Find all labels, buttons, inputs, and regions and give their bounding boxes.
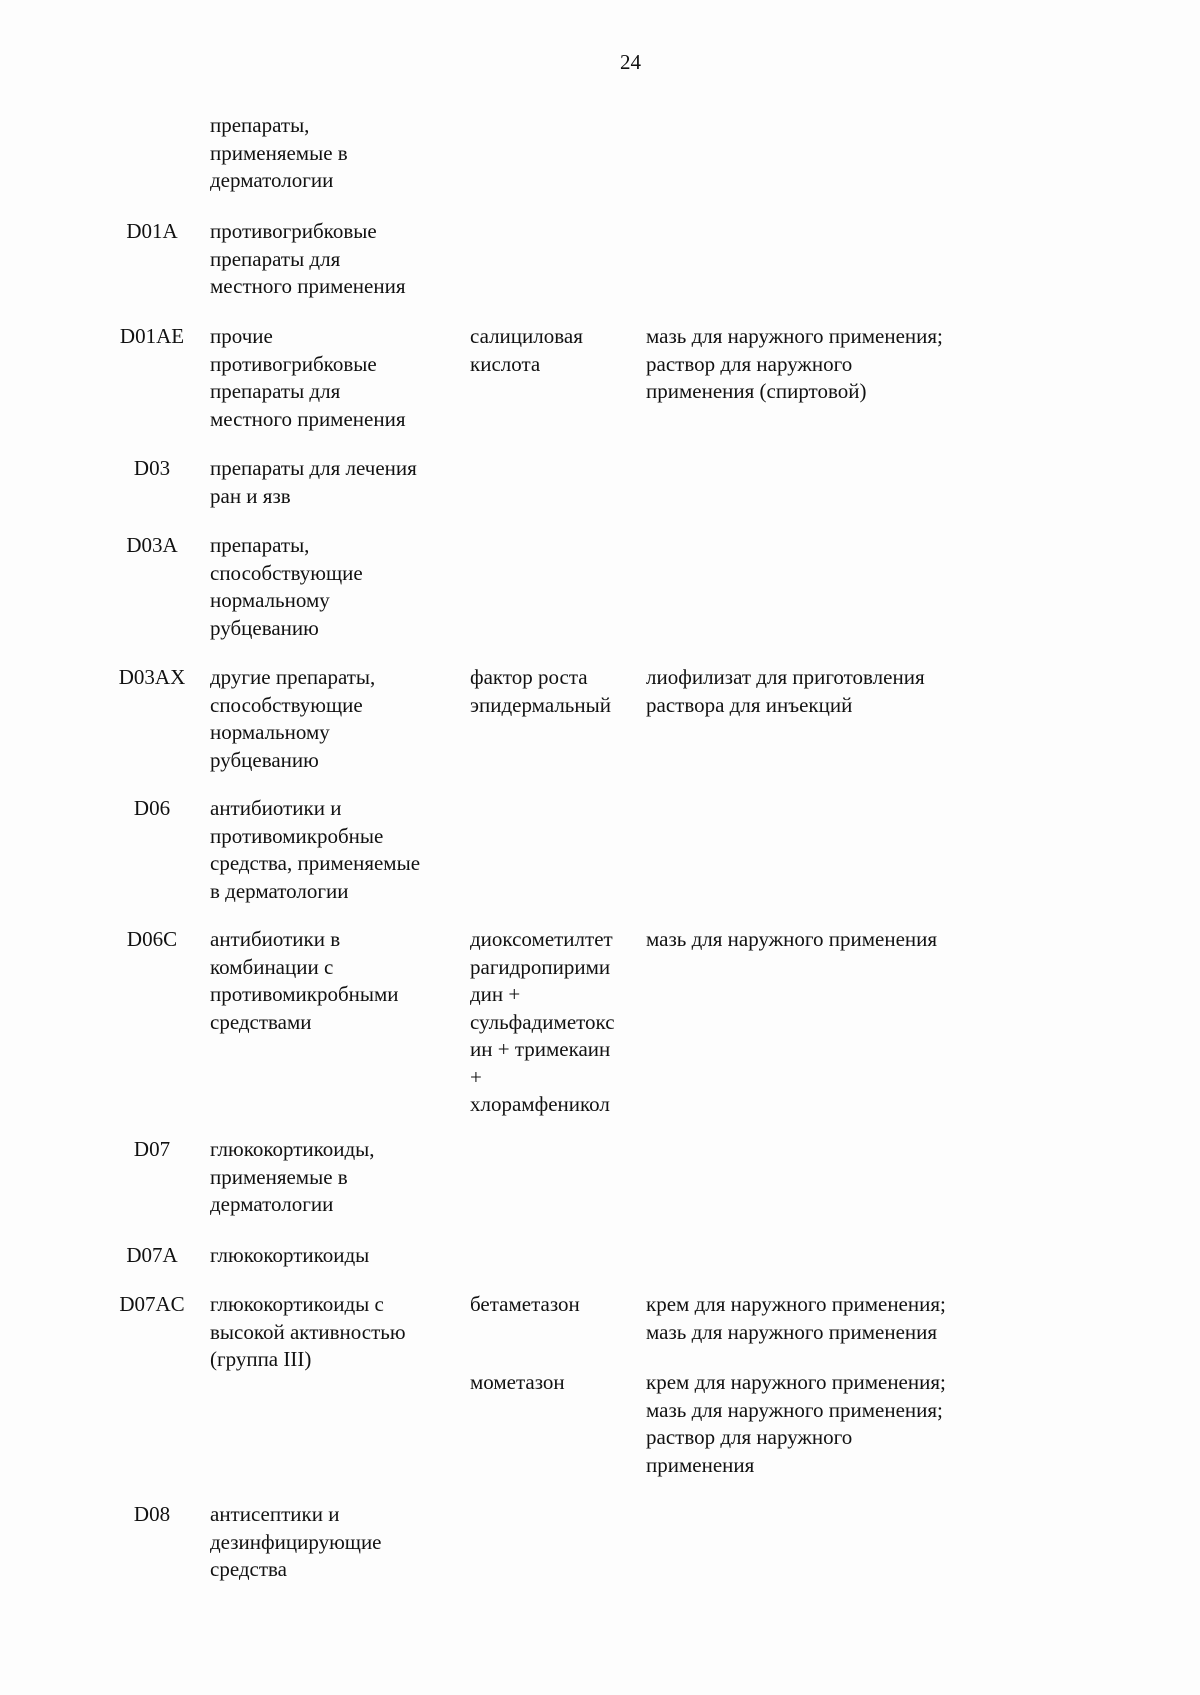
anatomical-therapeutic-group: антибиотики и противомикробные средства, применяемые в дерматологии xyxy=(210,796,421,903)
anatomical-therapeutic-group: другие препараты, способствующие нормальному рубцеванию xyxy=(210,665,376,772)
dosage-form: мазь для наружного применения xyxy=(646,927,938,951)
dosage-form: крем для наружного применения; мазь для наружного применения; раствор для наружного применения xyxy=(646,1370,946,1477)
anatomical-therapeutic-group: глюкокортикоиды, применяемые в дерматологии xyxy=(210,1137,375,1216)
anatomical-therapeutic-group: прочие противогрибковые препараты для местного применения xyxy=(210,324,406,431)
atc-code: D07AC xyxy=(119,1292,185,1316)
dosage-form: крем для наружного применения; мазь для наружного применения xyxy=(646,1292,946,1344)
anatomical-therapeutic-group: противогрибковые препараты для местного применения xyxy=(210,219,406,298)
anatomical-therapeutic-group: глюкокортикоиды с высокой активностью (группа III) xyxy=(210,1292,406,1371)
drug-name: салициловая кислота xyxy=(470,324,583,376)
anatomical-therapeutic-group: глюкокортикоиды xyxy=(210,1243,370,1267)
atc-code: D06 xyxy=(133,796,171,820)
atc-code: D08 xyxy=(133,1502,171,1526)
atc-code: D03 xyxy=(133,456,171,480)
atc-code: D06C xyxy=(126,927,178,951)
atc-code: D07A xyxy=(126,1243,178,1267)
drug-name: фактор роста эпидермальный xyxy=(470,665,611,717)
drug-name: бетаметазон xyxy=(470,1292,580,1316)
anatomical-therapeutic-group: препараты для лечения ран и язв xyxy=(210,456,417,508)
atc-code: D01A xyxy=(126,219,178,243)
drug-name: мометазон xyxy=(470,1370,565,1394)
anatomical-therapeutic-group: препараты, применяемые в дерматологии xyxy=(210,113,348,192)
anatomical-therapeutic-group: антисептики и дезинфицирующие средства xyxy=(210,1502,382,1581)
dosage-form: мазь для наружного применения; раствор для наружного применения (спиртовой) xyxy=(646,324,943,403)
anatomical-therapeutic-group: антибиотики в комбинации с противомикробными средствами xyxy=(210,927,399,1034)
atc-code: D03A xyxy=(126,533,178,557)
atc-code: D03AX xyxy=(118,665,186,689)
atc-code: D07 xyxy=(133,1137,171,1161)
atc-code: D01AE xyxy=(119,324,185,348)
anatomical-therapeutic-group: препараты, способствующие нормальному рубцеванию xyxy=(210,533,363,640)
dosage-form: лиофилизат для приготовления раствора для инъекций xyxy=(646,665,925,717)
page-number: 24 xyxy=(620,50,641,74)
drug-name: диоксометилтет рагидропирими дин + сульфадиметокс ин + тримекаин + хлорамфеникол xyxy=(470,927,615,1116)
